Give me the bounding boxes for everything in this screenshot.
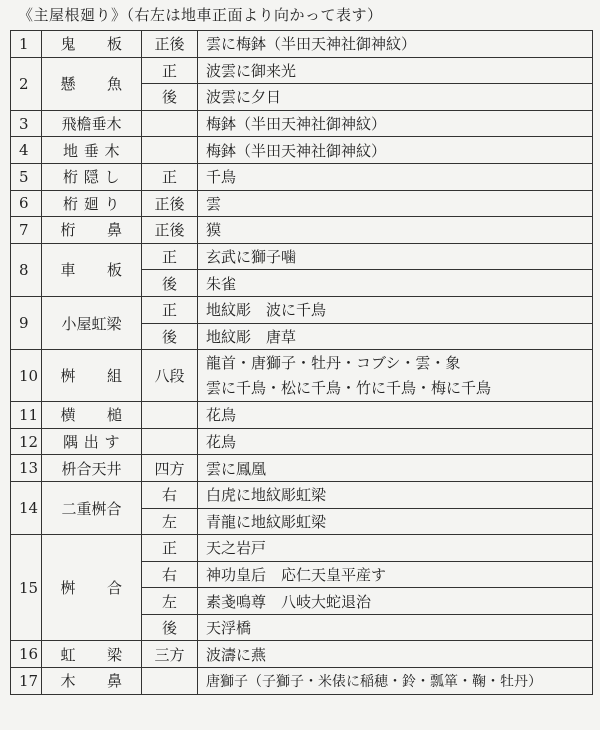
table-row <box>11 296 593 323</box>
part-name: 桁 隠 し <box>42 163 142 190</box>
motif: 青龍に地紋彫虹梁 <box>198 508 593 535</box>
table-row <box>11 641 593 668</box>
motif: 雲に鳳凰 <box>198 455 593 482</box>
part-name: 隅 出 す <box>42 428 142 455</box>
part-name: 小屋虹梁 <box>42 296 142 349</box>
table-row <box>11 163 593 190</box>
table-row <box>11 428 593 455</box>
part-name: 虹 梁 <box>42 641 142 668</box>
position <box>142 428 198 455</box>
motif: 花鳥 <box>198 428 593 455</box>
part-name: 飛檐垂木 <box>42 110 142 137</box>
table-row <box>11 190 593 217</box>
table-row <box>11 350 593 402</box>
position: 正後 <box>142 217 198 244</box>
row-number: 17 <box>11 668 42 695</box>
motif: 雲に梅鉢（半田天神社御神紋） <box>198 31 593 58</box>
row-number: 3 <box>11 110 42 137</box>
position: 後 <box>142 323 198 350</box>
motif: 梅鉢（半田天神社御神紋） <box>198 110 593 137</box>
position: 正後 <box>142 31 198 58</box>
motif: 獏 <box>198 217 593 244</box>
row-number: 12 <box>11 428 42 455</box>
position: 後 <box>142 270 198 297</box>
position <box>142 668 198 695</box>
motif: 神功皇后 応仁天皇平産す <box>198 561 593 588</box>
motif-line: 龍首・唐獅子・牡丹・コブシ・雲・象 <box>206 353 461 372</box>
motif: 天浮橋 <box>198 614 593 641</box>
motif: 素戔鳴尊 八岐大蛇退治 <box>198 588 593 615</box>
table-row <box>11 57 593 84</box>
motif: 花鳥 <box>198 402 593 429</box>
position: 正 <box>142 243 198 270</box>
position: 三方 <box>142 641 198 668</box>
table-row <box>11 137 593 164</box>
table-row <box>11 243 593 270</box>
table-row <box>11 455 593 482</box>
motif: 波雲に夕日 <box>198 84 593 111</box>
row-number: 9 <box>11 296 42 349</box>
row-number: 16 <box>11 641 42 668</box>
row-number: 15 <box>11 535 42 641</box>
row-number: 14 <box>11 481 42 534</box>
motif: 波雲に御来光 <box>198 57 593 84</box>
position: 正 <box>142 296 198 323</box>
table-row <box>11 668 593 695</box>
row-number: 2 <box>11 57 42 110</box>
motif: 唐獅子（子獅子・米俵に稲穂・鈴・瓢箪・鞠・牡丹） <box>198 668 593 695</box>
motif: 雲 <box>198 190 593 217</box>
part-name: 桁 廻 り <box>42 190 142 217</box>
main-roof-parts-table <box>10 30 593 695</box>
position <box>142 402 198 429</box>
part-name: 桝 組 <box>42 350 142 402</box>
part-name: 横 槌 <box>42 402 142 429</box>
part-name: 車 板 <box>42 243 142 296</box>
position: 正後 <box>142 190 198 217</box>
table-caption: 《主屋根廻り》（右左は地車正面より向かって表す） <box>18 6 383 24</box>
motif: 千鳥 <box>198 163 593 190</box>
position: 左 <box>142 588 198 615</box>
part-name: 懸 魚 <box>42 57 142 110</box>
position: 左 <box>142 508 198 535</box>
table-row <box>11 481 593 508</box>
position: 右 <box>142 561 198 588</box>
part-name: 枡合天井 <box>42 455 142 482</box>
position: 正 <box>142 163 198 190</box>
motif: 白虎に地紋彫虹梁 <box>198 481 593 508</box>
row-number: 1 <box>11 31 42 58</box>
motif: 地紋彫 唐草 <box>198 323 593 350</box>
motif: 波濤に燕 <box>198 641 593 668</box>
position: 正 <box>142 57 198 84</box>
motif: 梅鉢（半田天神社御神紋） <box>198 137 593 164</box>
row-number: 13 <box>11 455 42 482</box>
motif: 地紋彫 波に千鳥 <box>198 296 593 323</box>
row-number: 5 <box>11 163 42 190</box>
position: 後 <box>142 614 198 641</box>
position <box>142 137 198 164</box>
motif: 玄武に獅子噛 <box>198 243 593 270</box>
table-row <box>11 110 593 137</box>
motif: 朱雀 <box>198 270 593 297</box>
position: 四方 <box>142 455 198 482</box>
row-number: 8 <box>11 243 42 296</box>
row-number: 4 <box>11 137 42 164</box>
table-row <box>11 535 593 562</box>
row-number: 10 <box>11 350 42 402</box>
part-name: 木 鼻 <box>42 668 142 695</box>
position: 右 <box>142 481 198 508</box>
part-name: 地 垂 木 <box>42 137 142 164</box>
part-name: 桝 合 <box>42 535 142 641</box>
position <box>142 110 198 137</box>
row-number: 6 <box>11 190 42 217</box>
row-number: 11 <box>11 402 42 429</box>
position: 八段 <box>142 350 198 402</box>
table-row <box>11 31 593 58</box>
part-name: 桁 鼻 <box>42 217 142 244</box>
position: 後 <box>142 84 198 111</box>
motif <box>198 350 593 402</box>
table-row <box>11 402 593 429</box>
position: 正 <box>142 535 198 562</box>
motif: 天之岩戸 <box>198 535 593 562</box>
part-name: 鬼 板 <box>42 31 142 58</box>
row-number: 7 <box>11 217 42 244</box>
motif-line: 雲に千鳥・松に千鳥・竹に千鳥・梅に千鳥 <box>206 378 492 397</box>
part-name: 二重桝合 <box>42 481 142 534</box>
table-row <box>11 217 593 244</box>
